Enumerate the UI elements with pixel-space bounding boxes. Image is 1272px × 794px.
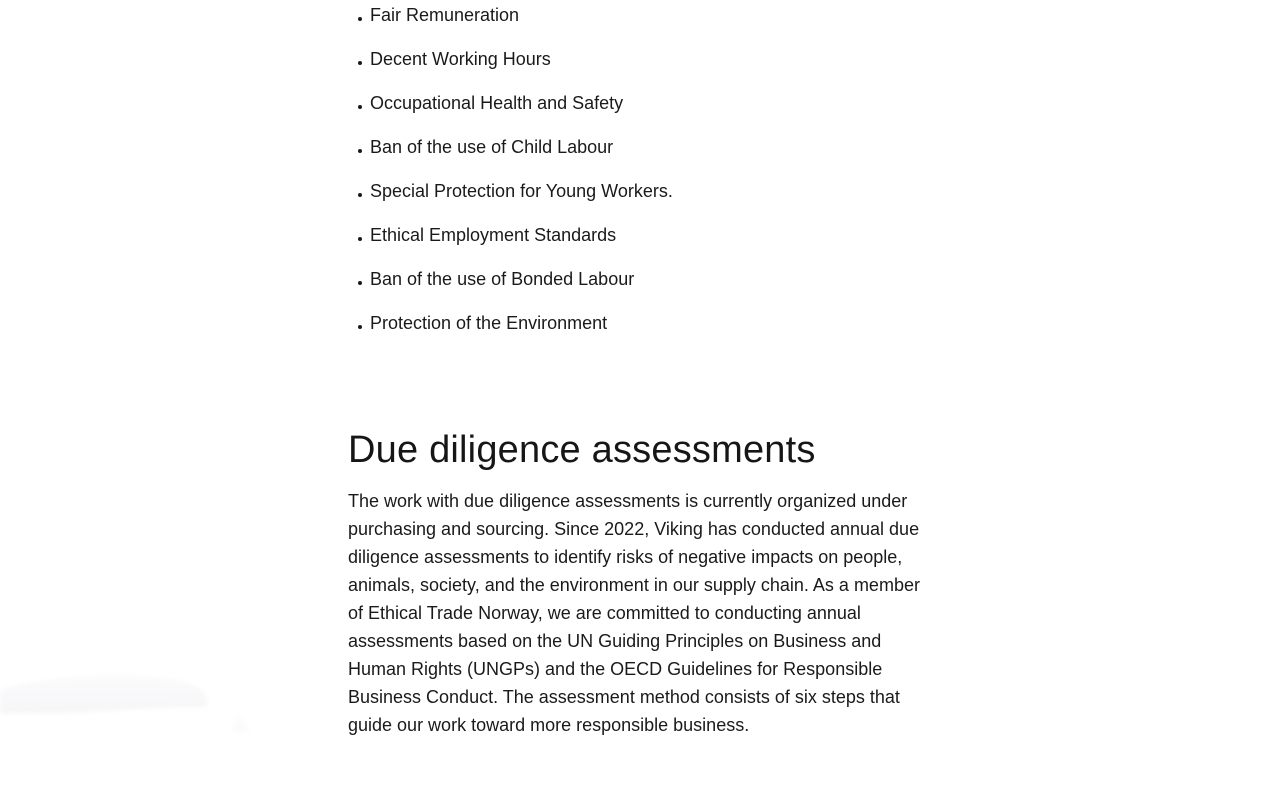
bullet-icon [358,105,362,109]
list-item-label: Special Protection for Young Workers. [370,181,673,201]
list-item-label: Fair Remuneration [370,5,520,25]
section-paragraph: The work with due diligence assessments is currently organized under purchasing and sourcing. Since 2022, Viking has conducted annual due diligence assessments to identify risks of negative impacts on people, animals, society, and the environment in our supply chain. As a member of Ethical Trade Norway, we are committed to conducting annual assessments based on the UN Guiding Principles on Business and Human Rights (UNGPs) and the OECD Guidelines for Responsible Business Conduct. The assessment method consists of six steps that guide our work toward more responsible business. [348,491,920,735]
list-item [348,81,923,125]
main-content [348,0,923,739]
standards-list [348,0,923,345]
list-item [348,37,923,81]
bullet-icon [358,281,362,285]
bullet-icon [358,61,362,65]
list-item-label: Ban of the use of Child Labour [370,137,614,157]
section-heading: Due diligence assessments [348,429,816,471]
bullet-icon [358,149,362,153]
list-item [348,301,923,345]
list-item [348,0,923,37]
bullet-icon [358,17,362,21]
background-wave-decoration [0,650,270,780]
bullet-icon [358,237,362,241]
bullet-icon [358,193,362,197]
list-item [348,257,923,301]
list-item-label: Ban of the use of Bonded Labour [370,269,635,289]
list-item-label: Occupational Health and Safety [370,93,624,113]
list-item [348,125,923,169]
list-item-label: Protection of the Environment [370,313,608,333]
list-item [348,169,923,213]
list-item-label: Ethical Employment Standards [370,225,617,245]
bullet-icon [358,325,362,329]
list-item [348,213,923,257]
list-item-label: Decent Working Hours [370,49,551,69]
